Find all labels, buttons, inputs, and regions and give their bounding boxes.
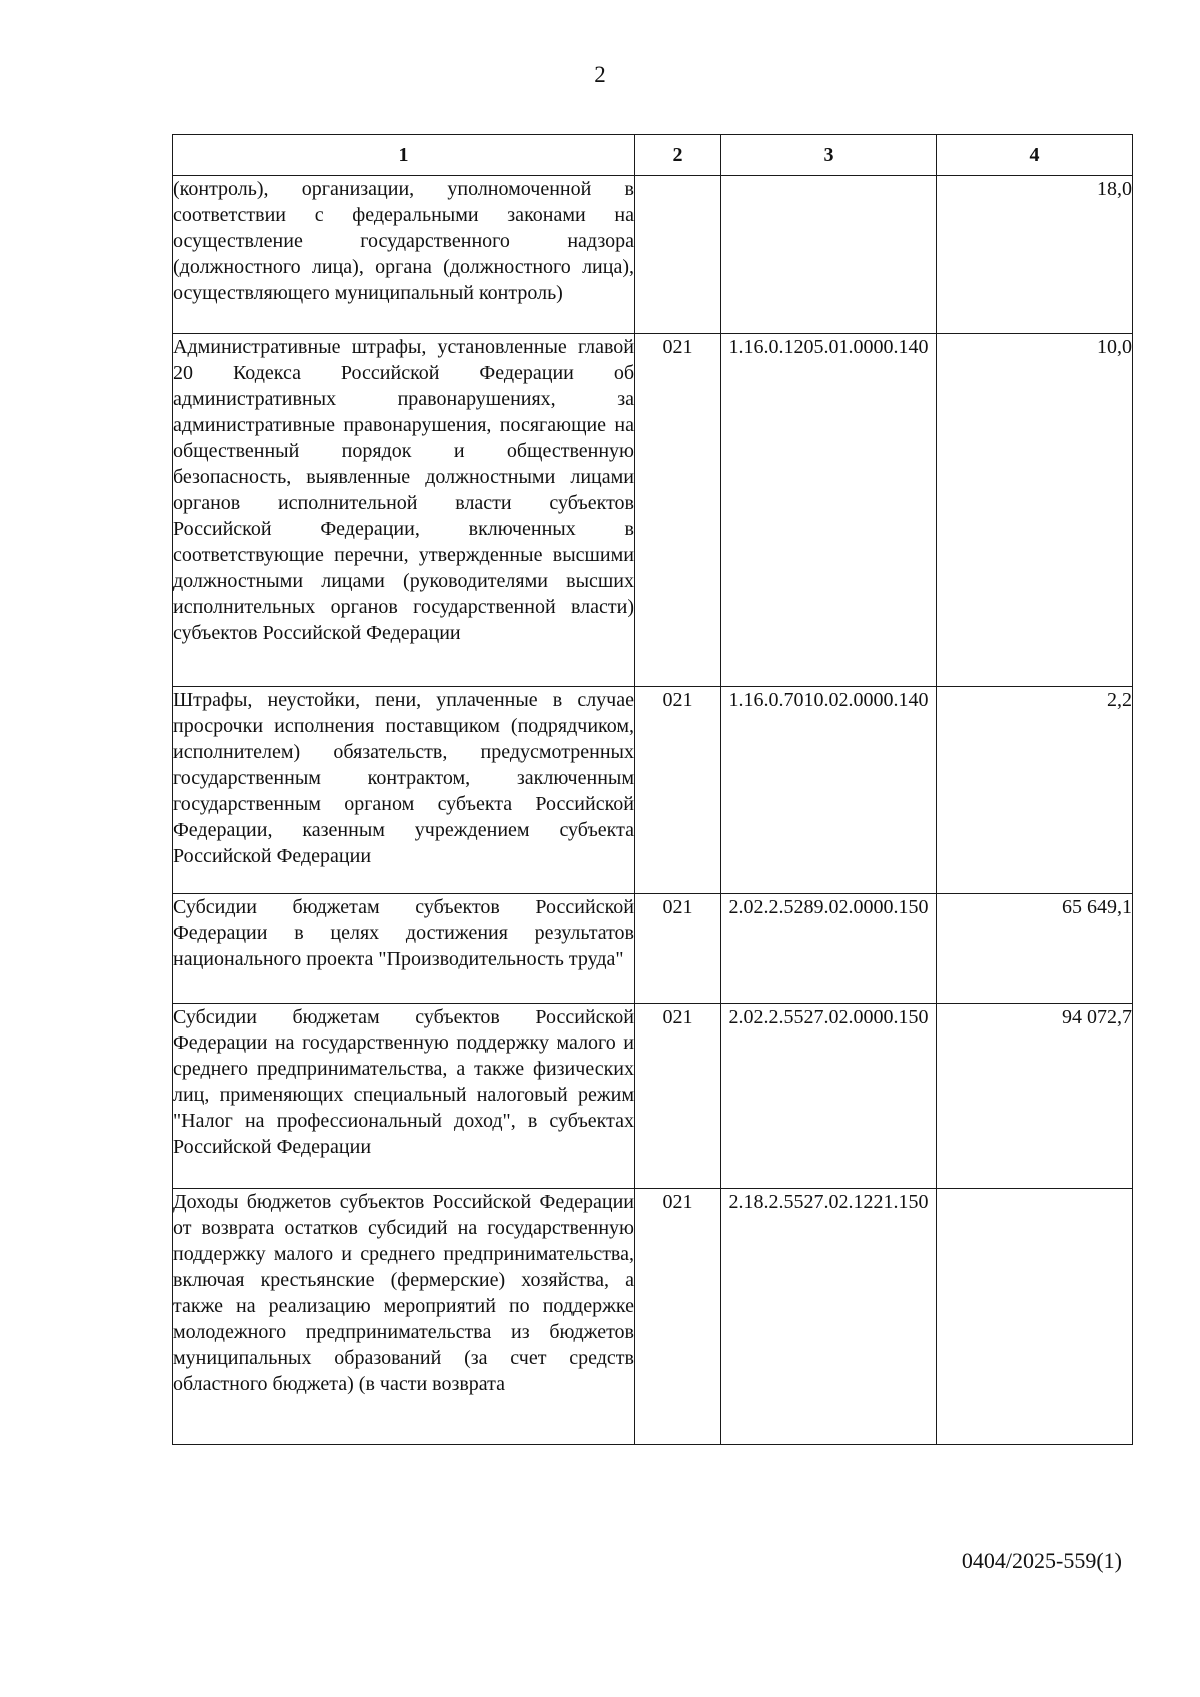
budget-classification-code: 2.02.2.5527.02.0000.150 xyxy=(721,1004,937,1189)
table-row xyxy=(173,176,1133,334)
amount-value xyxy=(937,1189,1133,1445)
budget-classification-code: 1.16.0.1205.01.0000.140 xyxy=(721,334,937,687)
administrator-code: 021 xyxy=(635,687,721,894)
amount-value: 2,2 xyxy=(937,687,1133,894)
page-number: 2 xyxy=(594,62,606,87)
amount-value: 10,0 xyxy=(937,334,1133,687)
administrator-code: 021 xyxy=(635,1189,721,1445)
table-row xyxy=(173,894,1133,1004)
administrator-code: 021 xyxy=(635,334,721,687)
column-header-3: 3 xyxy=(721,135,937,176)
revenue-description: Административные штрафы, установленные главой 20 Кодекса Российской Федерации об административных правонарушениях, за административные правонарушения, посягающие на общественный порядок и общественную безопасность, выявленные должностными лицами органов исполнительной власти субъектов Российской Федерации, включенных в соответствующие перечни, утвержденные высшими должностными лицами (руководителями высших исполнительных органов государственной власти) субъектов Российской Федерации xyxy=(173,334,635,687)
column-header-4: 4 xyxy=(937,135,1133,176)
table-row xyxy=(173,1004,1133,1189)
revenue-description: (контроль), организации, уполномоченной в соответствии с федеральными законами на осуществление государственного надзора (должностного лица), органа (должностного лица), осуществляющего муниципальный контроль) xyxy=(173,176,635,334)
amount-value: 65 649,1 xyxy=(937,894,1133,1004)
column-header-2: 2 xyxy=(635,135,721,176)
header-row xyxy=(173,135,1133,176)
table-row xyxy=(173,1189,1133,1445)
document-number: 0404/2025-559(1) xyxy=(961,1548,1122,1573)
table-row xyxy=(173,687,1133,894)
administrator-code xyxy=(635,176,721,334)
budget-classification-code: 2.02.2.5289.02.0000.150 xyxy=(721,894,937,1004)
amount-value: 18,0 xyxy=(937,176,1133,334)
budget-table xyxy=(172,134,1133,1445)
revenue-description: Субсидии бюджетам субъектов Российской Федерации в целях достижения результатов национального проекта "Производительность труда" xyxy=(173,894,635,1004)
administrator-code: 021 xyxy=(635,1004,721,1189)
budget-classification-code: 2.18.2.5527.02.1221.150 xyxy=(721,1189,937,1445)
column-header-1: 1 xyxy=(173,135,635,176)
amount-value: 94 072,7 xyxy=(937,1004,1133,1189)
administrator-code: 021 xyxy=(635,894,721,1004)
budget-classification-code xyxy=(721,176,937,334)
budget-classification-code: 1.16.0.7010.02.0000.140 xyxy=(721,687,937,894)
revenue-description: Субсидии бюджетам субъектов Российской Федерации на государственную поддержку малого и среднего предпринимательства, а также физических лиц, применяющих специальный налоговый режим "Налог на профессиональный доход", в субъектах Российской Федерации xyxy=(173,1004,635,1189)
revenue-description: Доходы бюджетов субъектов Российской Федерации от возврата остатков субсидий на государственную поддержку малого и среднего предпринимательства, включая крестьянские (фермерские) хозяйства, а также на реализацию мероприятий по поддержке молодежного предпринимательства из бюджетов муниципальных образований (за счет средств областного бюджета) (в части возврата xyxy=(173,1189,635,1445)
table-row xyxy=(173,334,1133,687)
revenue-description: Штрафы, неустойки, пени, уплаченные в случае просрочки исполнения поставщиком (подрядчиком, исполнителем) обязательств, предусмотренных государственным контрактом, заключенным государственным органом субъекта Российской Федерации, казенным учреждением субъекта Российской Федерации xyxy=(173,687,635,894)
